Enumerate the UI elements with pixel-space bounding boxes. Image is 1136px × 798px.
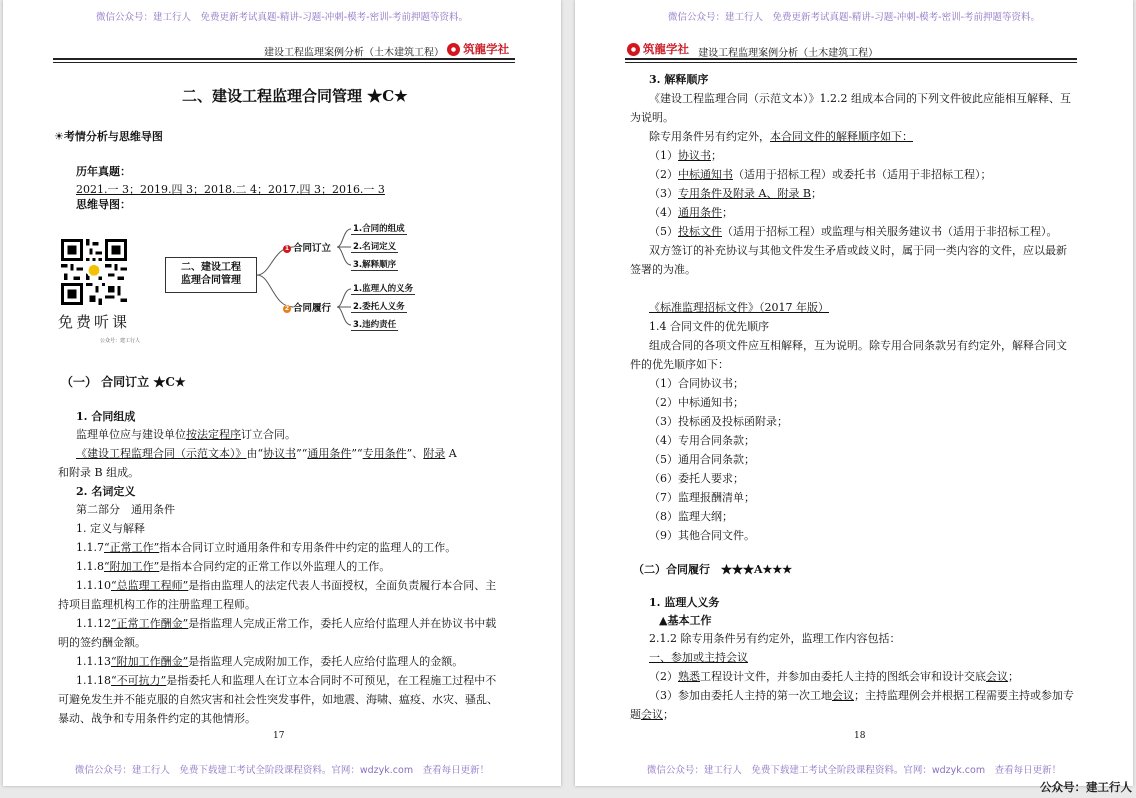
subheading-definitions: 2. 名词定义 — [76, 485, 136, 498]
mindmap-branch-contract-performance — [283, 300, 331, 314]
mindmap-branch-contract-signing — [283, 240, 331, 254]
document-page-right — [575, 0, 1133, 786]
mindmap-leaf: 1.合同的组成 — [353, 224, 405, 234]
header-rule — [625, 58, 1077, 60]
brand-logo-text: 筑龍学社 — [463, 42, 510, 56]
paragraph: 件的优先顺序如下： — [630, 358, 729, 371]
mindmap-branch-label: 合同履行 — [293, 303, 332, 314]
standard-doc-title: 《标准监理招标文件》（2017 年版） — [649, 301, 829, 314]
page-number: 17 — [273, 731, 285, 741]
free-course-label: 免费听课 — [58, 313, 131, 331]
mindmap-root-line1: 二、建设工程 — [181, 262, 241, 273]
list-item: （3）专用条件及附录 A、附录 B； — [649, 187, 823, 200]
watermark-top: 微信公众号：建工行人 免费更新考试真题-精讲-习题-冲刺-模考-密训-考前押题等资料。 — [95, 12, 469, 23]
list-item: （3）投标函及投标函附录； — [649, 415, 788, 428]
section-heading-contract-performance: （二）合同履行 ★★★A★★★ — [633, 563, 793, 576]
running-header-title: 建设工程监理案例分析（土木建筑工程） — [698, 47, 879, 59]
watermark-top: 微信公众号：建工行人 免费更新考试真题-精讲-习题-冲刺-模考-密训-考前押题等资料。 — [667, 12, 1041, 23]
mindmap-leaf: 1.监理人的义务 — [353, 284, 414, 294]
definition-line: 持项目监理机构工作的注册监理工程师。 — [58, 598, 256, 611]
mindmap-branch-label: 合同订立 — [293, 243, 332, 254]
list-item: （2）中标通知书； — [649, 396, 744, 409]
paragraph: 除专用条件另有约定外，本合同文件的解释顺序如下： — [649, 130, 913, 143]
definition-line: 1.1.8“附加工作”是指本合同约定的正常工作以外监理人的工作。 — [76, 560, 391, 573]
mindmap-leaf: 2.委托人义务 — [353, 302, 405, 312]
definition-line: 1.1.12“正常工作酬金”是指监理人完成正常工作，委托人应给付监理人并在协议书中载 — [76, 617, 497, 630]
paragraph: 《建设工程监理合同（示范文本）》由“协议书”“通用条件”“专用条件”、附录 A — [76, 447, 457, 460]
list-item: （2）熟悉工程设计文件，并参加由委托人主持的图纸会审和设计交底会议； — [649, 670, 1019, 683]
brand-logo-text: 筑龍学社 — [643, 42, 689, 56]
branch-number-badge: 1 — [284, 245, 290, 252]
brand-logo — [627, 41, 689, 57]
definition-line: 1.1.13“附加工作酬金”是指监理人完成附加工作，委托人应给付监理人的金额。 — [76, 655, 464, 668]
subheading-contract-composition: 1. 合同组成 — [76, 410, 136, 423]
past-exams-years: 2021.一 3；2019.四 3；2018.二 4；2017.四 3；2016.一 3 — [76, 183, 385, 196]
subheading-interpretation-order: 3. 解释顺序 — [649, 73, 709, 86]
mindmap-leaf: 3.解释顺序 — [353, 260, 397, 270]
definition-line: 1.1.18“不可抗力”是指委托人和监理人在订立本合同时不可预见，在工程施工过程中不 — [76, 674, 497, 687]
watermark-bottom: 微信公众号：建工行人 免费下载建工考试全阶段课程资料。官网：wdzyk.com 查看每日更新！ — [646, 765, 1062, 776]
watermark-bottom: 微信公众号：建工行人 免费下载建工考试全阶段课程资料。官网：wdzyk.com 查看每日更新！ — [74, 765, 490, 776]
mindmap-root — [165, 257, 257, 293]
list-item: （7）监理报酬清单； — [649, 491, 755, 504]
paragraph: 签署的为准。 — [630, 263, 696, 276]
document-page-left — [3, 0, 561, 786]
list-item: （1）合同协议书； — [649, 377, 744, 390]
list-item: （4）专用合同条款； — [649, 434, 755, 447]
mindmap-leaf: 2.名词定义 — [353, 242, 397, 252]
page-number: 18 — [854, 731, 866, 741]
list-item: （9）其他合同文件。 — [649, 529, 755, 542]
subheading-supervisor-obligations: 1. 监理人义务 — [649, 596, 720, 609]
paragraph: 为说明。 — [630, 111, 674, 124]
definition-line: 1.1.10“总监理工程师”是指由监理人的法定代表人书面授权，全面负责履行本合同、主 — [76, 579, 497, 592]
mindmap-label: 思维导图： — [76, 198, 131, 211]
list-item: （3）参加由委托人主持的第一次工地会议；主持监理例会并根据工程需要主持或参加专 — [649, 689, 1074, 702]
list-item: （2）中标通知书（适用于招标工程）或委托书（适用于非招标工程）； — [649, 168, 992, 181]
list-item: 题会议； — [630, 708, 674, 721]
branch-number-badge: 2 — [284, 305, 290, 312]
list-item: （5）投标文件（适用于招标工程）或监理与相关服务建议书（适用于非招标工程）。 — [649, 225, 1058, 238]
list-item: （6）委托人要求； — [649, 472, 744, 485]
header-rule-thin — [625, 62, 1077, 63]
past-exams-label: 历年真题： — [76, 165, 131, 178]
list-item: （8）监理大纲； — [649, 510, 733, 523]
analysis-heading: ☀考情分析与思维导图 — [54, 130, 163, 143]
definition-line: 明的签约酬金额。 — [58, 636, 146, 649]
mindmap-root-line2: 监理合同管理 — [181, 275, 241, 286]
list-item: （4）通用条件； — [649, 206, 733, 219]
running-header-title: 建设工程监理案例分析（土木建筑工程） — [264, 47, 444, 59]
paragraph: 1.4 合同文件的优先顺序 — [649, 320, 769, 333]
paragraph: 《建设工程监理合同（示范文本）》1.2.2 组成本合同的下列文件彼此应能相互解释、互 — [649, 92, 1071, 105]
page-title: 二、建设工程监理合同管理 ★C★ — [182, 87, 408, 105]
logo-mark-icon — [627, 43, 640, 56]
paragraph: 监理单位应与建设单位按法定程序订立合同。 — [76, 428, 296, 441]
paragraph: 和附录 B 组成。 — [58, 466, 140, 479]
definition-line: 暴动、战争和专用条件约定的其他情形。 — [58, 712, 256, 725]
paragraph: 组成合同的各项文件应互相解释，互为说明。除专用合同条款另有约定外，解释合同文 — [649, 339, 1067, 352]
subheading-basic-work: ▲基本工作 — [659, 614, 712, 627]
mindmap-leaf: 3.违约责任 — [353, 320, 397, 330]
running-header — [627, 41, 878, 59]
free-course-sub: 公众号：建工行人 — [100, 338, 141, 344]
mindmap-connectors — [3, 0, 561, 400]
list-item: （5）通用合同条款； — [649, 453, 755, 466]
paragraph: 1. 定义与解释 — [76, 522, 145, 535]
paragraph: 第二部分 通用条件 — [76, 503, 175, 516]
list-heading: 一、参加或主持会议 — [649, 651, 748, 664]
definition-line: 1.1.7“正常工作”指本合同订立时通用条件和专用条件中约定的监理人的工作。 — [76, 541, 457, 554]
corner-watermark: 公众号：建工行人 — [1040, 780, 1132, 794]
section-heading-contract-signing: （一） 合同订立 ★C★ — [61, 375, 186, 389]
list-item: （1）协议书； — [649, 149, 722, 162]
paragraph: 双方签订的补充协议与其他文件发生矛盾或歧义时，属于同一类内容的文件，应以最新 — [649, 244, 1067, 257]
definition-line: 可避免发生并不能克服的自然灾害和社会性突发事件，如地震、海啸、瘟疫、水灾、骚乱、 — [58, 693, 498, 706]
paragraph: 2.1.2 除专用条件另有约定外，监理工作内容包括： — [649, 632, 901, 645]
